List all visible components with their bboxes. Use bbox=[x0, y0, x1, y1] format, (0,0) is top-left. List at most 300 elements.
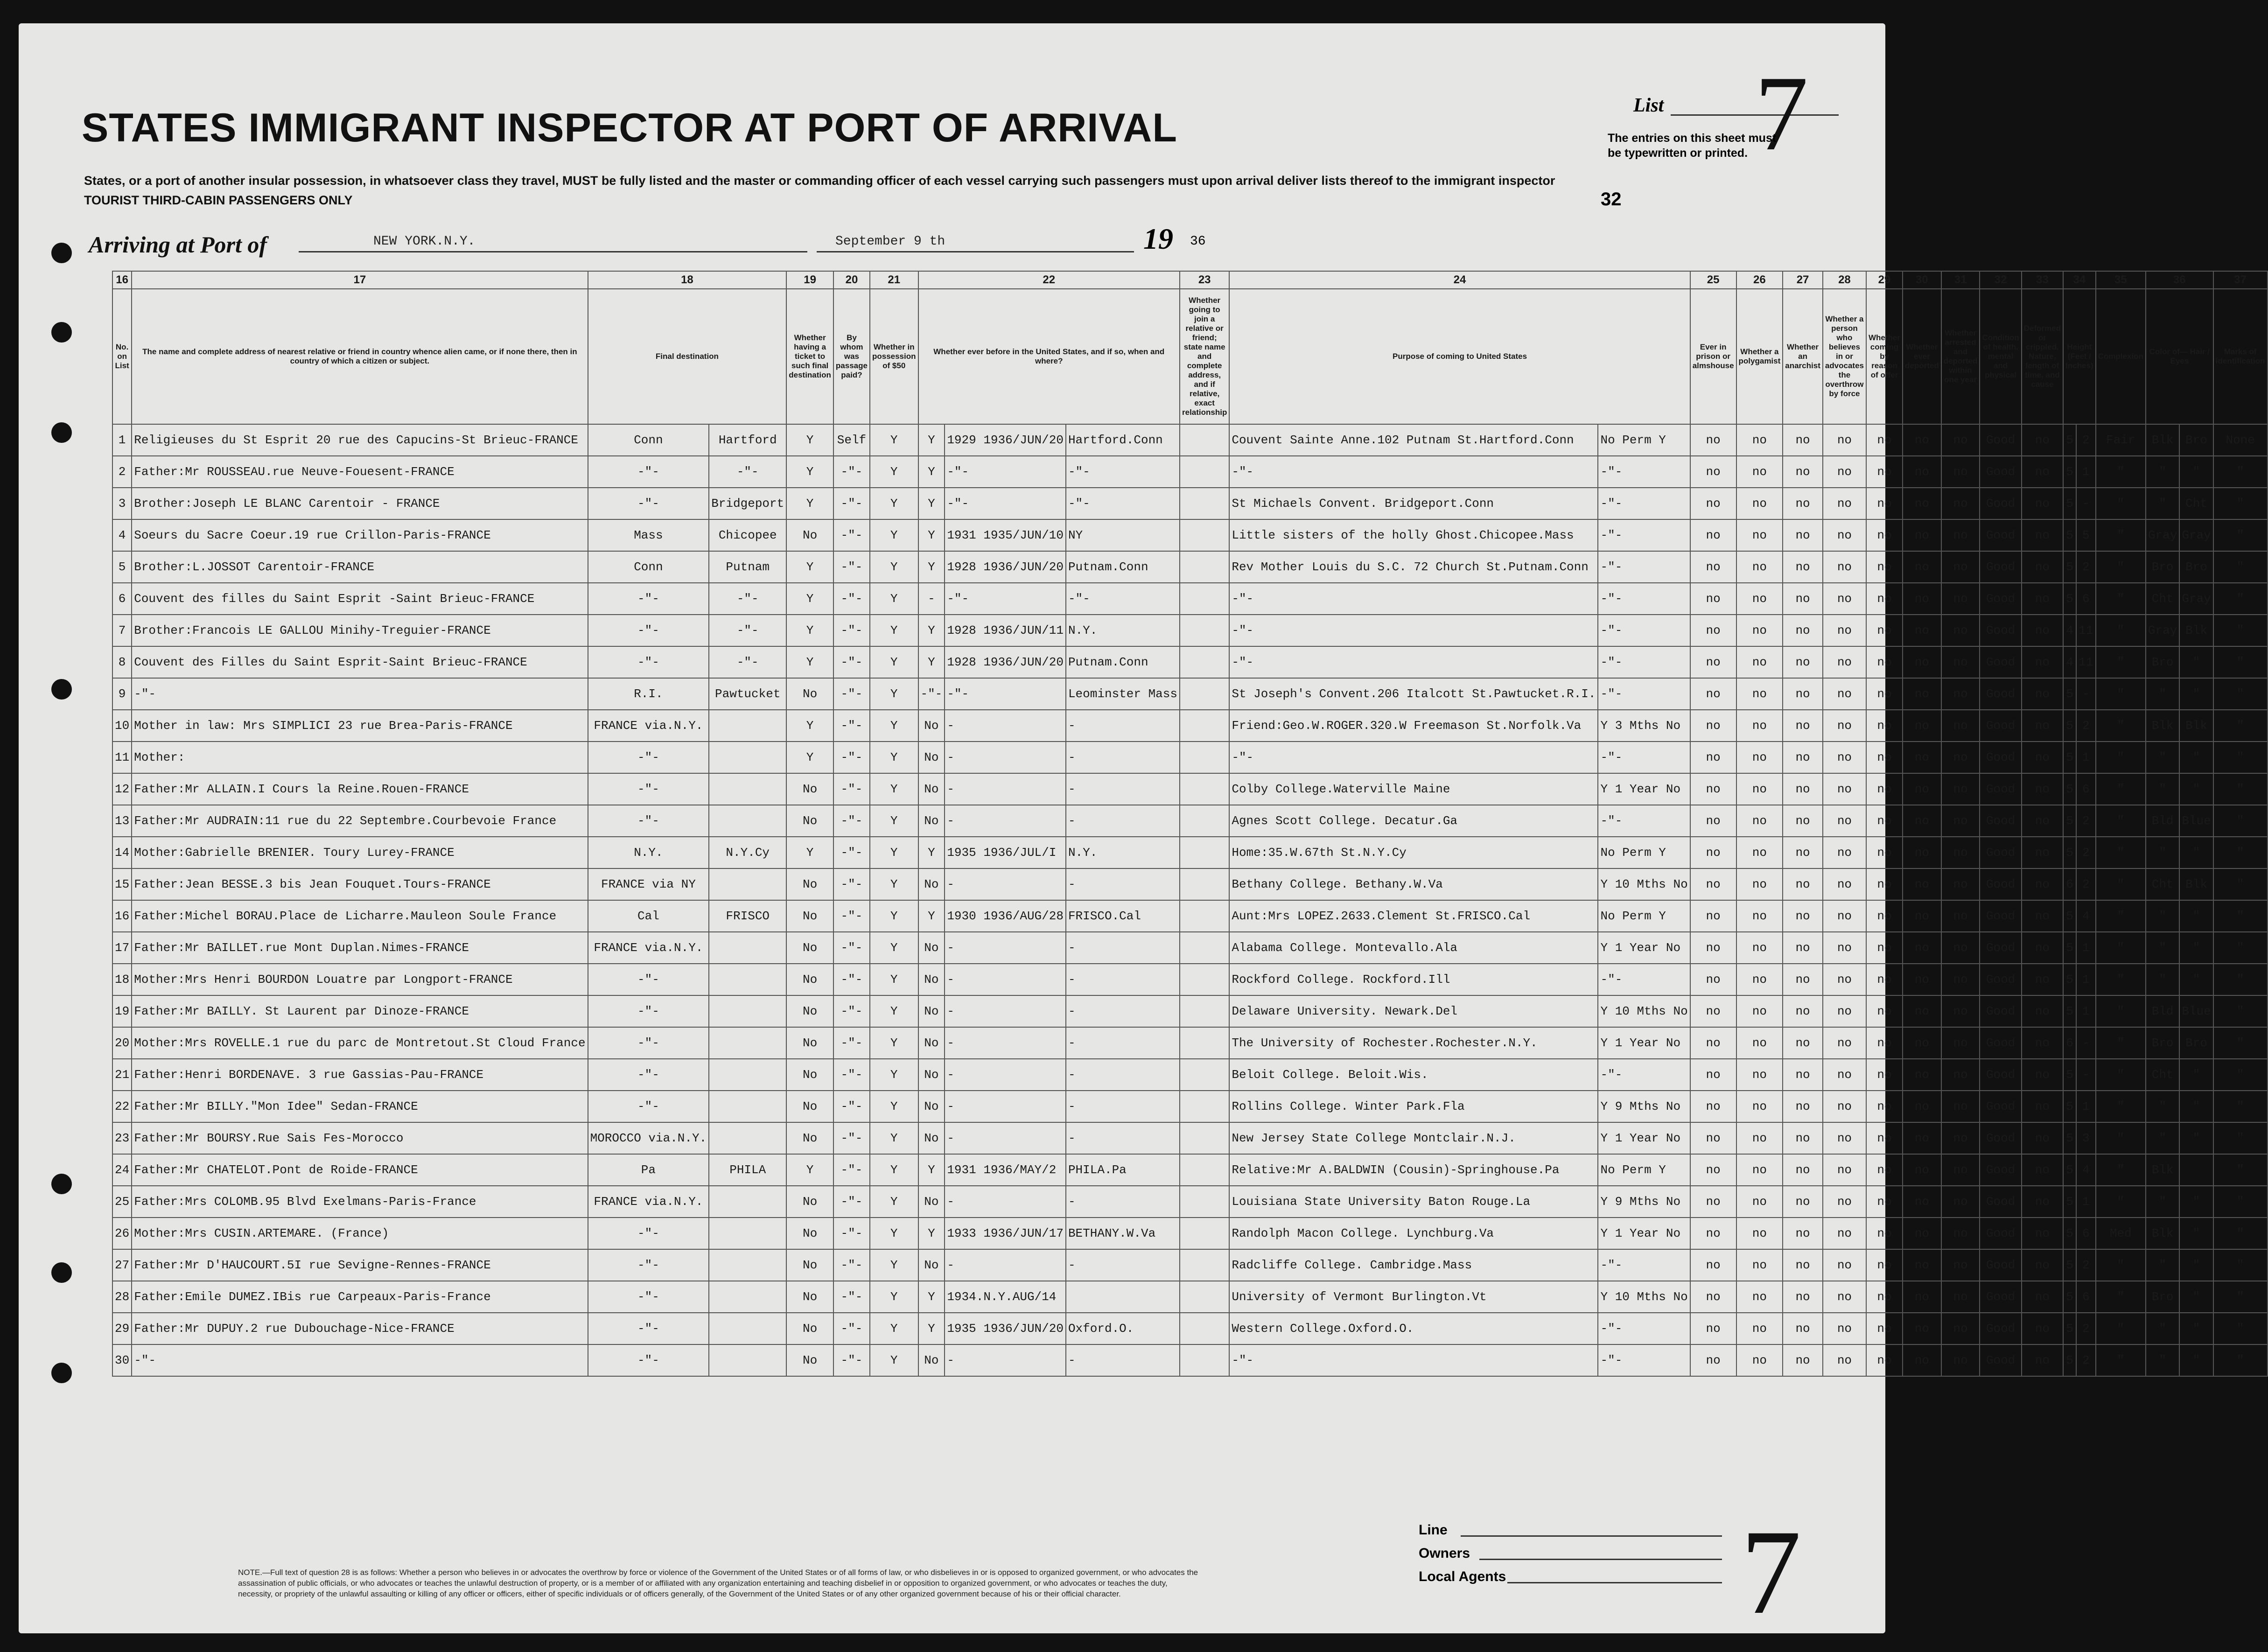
cell-period: 1931 1936/MAY/2 bbox=[945, 1154, 1066, 1186]
cell-feet: 6 bbox=[2063, 1027, 2076, 1059]
cell-complexion: " bbox=[2096, 646, 2146, 678]
cell-inches: 2 bbox=[2076, 710, 2096, 742]
yes-no-cell: no bbox=[1783, 424, 1823, 456]
cell-yn: No bbox=[918, 742, 945, 773]
column-number: 29 bbox=[1866, 271, 1903, 289]
yes-no-cell: no bbox=[1866, 551, 1903, 583]
yes-no-cell: no bbox=[1736, 1344, 1783, 1376]
yes-no-cell: no bbox=[1823, 900, 1866, 932]
cell-purpose: No Perm Y bbox=[1598, 424, 1690, 456]
cell-no: 6 bbox=[112, 583, 132, 615]
cell-marks: " bbox=[2213, 805, 2268, 837]
cell-deformed: no bbox=[2022, 424, 2063, 456]
cell-eyes: " bbox=[2179, 773, 2213, 805]
cell-feet: 5 bbox=[2063, 805, 2076, 837]
column-number: 35 bbox=[2096, 271, 2146, 289]
cell-marks: " bbox=[2213, 1154, 2268, 1186]
typewritten-note-line2: be typewritten or printed. bbox=[1608, 147, 1748, 160]
cell-health: Good bbox=[1980, 583, 2021, 615]
cell-yn: No bbox=[918, 1091, 945, 1122]
cell-purpose: -"- bbox=[1598, 646, 1690, 678]
cell-complexion: " bbox=[2096, 964, 2146, 995]
cell-paid: Self bbox=[833, 424, 870, 456]
cell-inches: - bbox=[2076, 488, 2096, 519]
cell-feet: 6 bbox=[2063, 868, 2076, 900]
cell-yn: Y bbox=[918, 519, 945, 551]
cell-marks: " bbox=[2213, 742, 2268, 773]
cell-city: -"- bbox=[709, 646, 786, 678]
line-label: Line bbox=[1419, 1522, 1448, 1538]
column-label: Whether going to join a relative or friend; state name and complete address, and if relative, exact relationship bbox=[1180, 289, 1229, 424]
yes-no-cell: no bbox=[1823, 1218, 1866, 1249]
column-label: Whether a person who believes in or advocates the overthrow by force bbox=[1823, 289, 1866, 424]
cell-where: -"- bbox=[1066, 488, 1180, 519]
cell-purpose: Y 10 Mths No bbox=[1598, 995, 1690, 1027]
column-number: 24 bbox=[1229, 271, 1690, 289]
cell-deformed: no bbox=[2022, 1186, 2063, 1218]
yes-no-cell: no bbox=[1823, 1344, 1866, 1376]
cell-s50: Y bbox=[870, 678, 918, 710]
cell-yn: Y bbox=[918, 488, 945, 519]
column-label: No. on List bbox=[112, 289, 132, 424]
cell-hair: Bro bbox=[2146, 1027, 2179, 1059]
cell-s50: Y bbox=[870, 615, 918, 646]
column-number: 21 bbox=[870, 271, 918, 289]
cell-where: Putnam.Conn bbox=[1066, 551, 1180, 583]
cell-health: Good bbox=[1980, 615, 2021, 646]
yes-no-cell: no bbox=[1941, 615, 1980, 646]
arrival-port: NEW YORK.N.Y. bbox=[373, 234, 476, 249]
yes-no-cell: no bbox=[1783, 646, 1823, 678]
cell-city bbox=[709, 964, 786, 995]
cell-ticket: No bbox=[786, 1281, 833, 1313]
cell-city bbox=[709, 1313, 786, 1344]
cell-rel: Mother in law: Mrs SIMPLICI 23 rue Brea-Paris-FRANCE bbox=[132, 710, 588, 742]
table-row bbox=[112, 1186, 2268, 1218]
cell-state: Pa bbox=[588, 1154, 709, 1186]
yes-no-cell: no bbox=[1783, 615, 1823, 646]
date-of-departure-cell bbox=[1180, 805, 1229, 837]
cell-hair: " bbox=[2146, 964, 2179, 995]
yes-no-cell: no bbox=[1866, 1281, 1903, 1313]
cell-health: Good bbox=[1980, 932, 2021, 964]
cell-s50: Y bbox=[870, 646, 918, 678]
cell-complexion: " bbox=[2096, 742, 2146, 773]
cell-rel: Father:Mr BAILLY. St Laurent par Dinoze-FRANCE bbox=[132, 995, 588, 1027]
yes-no-cell: no bbox=[1736, 1218, 1783, 1249]
cell-period: 1928 1936/JUN/20 bbox=[945, 551, 1066, 583]
cell-complexion: " bbox=[2096, 615, 2146, 646]
yes-no-cell: no bbox=[1941, 583, 1980, 615]
cell-period: - bbox=[945, 1091, 1066, 1122]
cell-inches: 6 bbox=[2076, 773, 2096, 805]
cell-paid: -"- bbox=[833, 1186, 870, 1218]
cell-marks: " bbox=[2213, 488, 2268, 519]
cell-no: 7 bbox=[112, 615, 132, 646]
yes-no-cell: no bbox=[1823, 710, 1866, 742]
yes-no-cell: no bbox=[1690, 1313, 1736, 1344]
cell-ticket: No bbox=[786, 1344, 833, 1376]
date-of-departure-cell bbox=[1180, 456, 1229, 488]
cell-where: - bbox=[1066, 1027, 1180, 1059]
cell-join: -"- bbox=[1229, 615, 1598, 646]
cell-join: St Joseph's Convent.206 Italcott St.Pawtucket.R.I. bbox=[1229, 678, 1598, 710]
yes-no-cell: no bbox=[1736, 1122, 1783, 1154]
cell-period: - bbox=[945, 932, 1066, 964]
cell-health: Good bbox=[1980, 519, 2021, 551]
cell-ticket: No bbox=[786, 1186, 833, 1218]
cell-rel: Mother:Mrs CUSIN.ARTEMARE. (France) bbox=[132, 1218, 588, 1249]
cell-where: -"- bbox=[1066, 456, 1180, 488]
column-number: 20 bbox=[833, 271, 870, 289]
manifest-sheet bbox=[19, 23, 2265, 1639]
table-row bbox=[112, 900, 2268, 932]
column-label: By whom was passage paid? bbox=[833, 289, 870, 424]
cell-s50: Y bbox=[870, 868, 918, 900]
cell-state: Conn bbox=[588, 551, 709, 583]
cell-inches: 6 bbox=[2076, 1218, 2096, 1249]
yes-no-cell: no bbox=[1736, 805, 1783, 837]
cell-city: Bridgeport bbox=[709, 488, 786, 519]
cell-join: Delaware University. Newark.Del bbox=[1229, 995, 1598, 1027]
cell-health: Good bbox=[1980, 1154, 2021, 1186]
yes-no-cell: no bbox=[1823, 773, 1866, 805]
yes-no-cell: no bbox=[1866, 1249, 1903, 1281]
cell-hair: " bbox=[2146, 1249, 2179, 1281]
yes-no-cell: no bbox=[1783, 1281, 1823, 1313]
yes-no-cell: no bbox=[1823, 1249, 1866, 1281]
cell-health: Good bbox=[1980, 773, 2021, 805]
cell-yn: Y bbox=[918, 1218, 945, 1249]
cell-no: 15 bbox=[112, 868, 132, 900]
cell-state: N.Y. bbox=[588, 837, 709, 868]
cell-complexion: Fair bbox=[2096, 424, 2146, 456]
cell-yn: Y bbox=[918, 646, 945, 678]
column-label: Whether having a ticket to such final destination bbox=[786, 289, 833, 424]
cell-rel: Father:Mrs COLOMB.95 Blvd Exelmans-Paris-France bbox=[132, 1186, 588, 1218]
cell-period: 1931 1935/JUN/10 bbox=[945, 519, 1066, 551]
table-row bbox=[112, 805, 2268, 837]
yes-no-cell: no bbox=[1736, 678, 1783, 710]
yes-no-cell: no bbox=[1823, 1186, 1866, 1218]
cell-period: - bbox=[945, 1186, 1066, 1218]
cell-join: Rollins College. Winter Park.Fla bbox=[1229, 1091, 1598, 1122]
cell-s50: Y bbox=[870, 710, 918, 742]
yes-no-cell: no bbox=[1783, 868, 1823, 900]
cell-city bbox=[709, 1344, 786, 1376]
cell-purpose: Y 1 Year No bbox=[1598, 1027, 1690, 1059]
cell-yn: No bbox=[918, 1122, 945, 1154]
cell-no: 26 bbox=[112, 1218, 132, 1249]
yes-no-cell: no bbox=[1903, 932, 1941, 964]
yes-no-cell: no bbox=[1736, 742, 1783, 773]
manifest-grid bbox=[112, 271, 2268, 1377]
column-number: 25 bbox=[1690, 271, 1736, 289]
table-row bbox=[112, 678, 2268, 710]
cell-rel: Couvent des Filles du Saint Esprit-Saint Brieuc-FRANCE bbox=[132, 646, 588, 678]
yes-no-cell: no bbox=[1866, 615, 1903, 646]
cell-join: Home:35.W.67th St.N.Y.Cy bbox=[1229, 837, 1598, 868]
date-of-departure-cell bbox=[1180, 710, 1229, 742]
cell-deformed: no bbox=[2022, 1027, 2063, 1059]
cell-state: FRANCE via.N.Y. bbox=[588, 710, 709, 742]
cell-rel: Brother:Joseph LE BLANC Carentoir - FRANCE bbox=[132, 488, 588, 519]
yes-no-cell: no bbox=[1903, 1154, 1941, 1186]
yes-no-cell: no bbox=[1736, 551, 1783, 583]
cell-hair: " bbox=[2146, 1091, 2179, 1122]
cell-complexion: " bbox=[2096, 551, 2146, 583]
port-underline bbox=[299, 251, 807, 252]
yes-no-cell: no bbox=[1783, 805, 1823, 837]
cell-where: - bbox=[1066, 710, 1180, 742]
cell-city: Pawtucket bbox=[709, 678, 786, 710]
cell-marks: " bbox=[2213, 1281, 2268, 1313]
cell-state: FRANCE via.N.Y. bbox=[588, 1186, 709, 1218]
yes-no-cell: no bbox=[1866, 900, 1903, 932]
yes-no-cell: no bbox=[1941, 1249, 1980, 1281]
cell-where: - bbox=[1066, 1091, 1180, 1122]
cell-s50: Y bbox=[870, 1027, 918, 1059]
cell-join: University of Vermont Burlington.Vt bbox=[1229, 1281, 1598, 1313]
yes-no-cell: no bbox=[1941, 742, 1980, 773]
yes-no-cell: no bbox=[1866, 646, 1903, 678]
cell-where: - bbox=[1066, 805, 1180, 837]
yes-no-cell: no bbox=[1941, 678, 1980, 710]
yes-no-cell: no bbox=[1690, 868, 1736, 900]
cell-eyes: Gray bbox=[2179, 583, 2213, 615]
cell-where: Oxford.O. bbox=[1066, 1313, 1180, 1344]
date-of-departure-cell bbox=[1180, 900, 1229, 932]
agents-underline bbox=[1507, 1582, 1722, 1583]
yes-no-cell: no bbox=[1866, 964, 1903, 995]
list-number: 7 bbox=[1755, 54, 1808, 173]
local-agents-label: Local Agents bbox=[1419, 1569, 1506, 1584]
cell-where: - bbox=[1066, 742, 1180, 773]
cell-inches: 1 bbox=[2076, 964, 2096, 995]
cell-eyes: Blue bbox=[2179, 805, 2213, 837]
cell-feet: 5 bbox=[2063, 1059, 2076, 1091]
cell-yn: - bbox=[918, 583, 945, 615]
cell-paid: -"- bbox=[833, 551, 870, 583]
cell-complexion: " bbox=[2096, 1154, 2146, 1186]
cell-yn: Y bbox=[918, 900, 945, 932]
cell-no: 23 bbox=[112, 1122, 132, 1154]
table-row bbox=[112, 519, 2268, 551]
footnote: NOTE.—Full text of question 28 is as follows: Whether a person who believes in or advocates the overthrow by force or violence of the Government of the United States or of all forms of law, or who disbelieves in or is opposed to organized government, or who advocates the assassination of public officials, or who advocates or teaches the unlawful destruction of property, or is a member of or affiliated with any organization entertaining and teaching disbelief in or opposition to organized government, or who advocates or teaches the duty, necessity, or propriety of the unlawful assaulting or killing of any officer or officers, either of specific individuals or of officers generally, of the Government of the United States or of any other organized government because of his or their official character. bbox=[238, 1568, 1198, 1598]
table-row bbox=[112, 583, 2268, 615]
date-of-departure-cell bbox=[1180, 995, 1229, 1027]
cell-health: Good bbox=[1980, 551, 2021, 583]
yes-no-cell: no bbox=[1866, 678, 1903, 710]
cell-purpose: Y 9 Mths No bbox=[1598, 1091, 1690, 1122]
cell-yn: No bbox=[918, 995, 945, 1027]
yes-no-cell: no bbox=[1903, 1344, 1941, 1376]
cell-state: -"- bbox=[588, 646, 709, 678]
cell-hair: " bbox=[2146, 900, 2179, 932]
yes-no-cell: no bbox=[1941, 1059, 1980, 1091]
cell-marks: " bbox=[2213, 456, 2268, 488]
cell-feet: 5 bbox=[2063, 742, 2076, 773]
cell-rel: Religieuses du St Esprit 20 rue des Capucins-St Brieuc-FRANCE bbox=[132, 424, 588, 456]
cell-paid: -"- bbox=[833, 805, 870, 837]
yes-no-cell: no bbox=[1690, 1122, 1736, 1154]
cell-purpose: No Perm Y bbox=[1598, 837, 1690, 868]
yes-no-cell: no bbox=[1903, 1218, 1941, 1249]
punch-hole bbox=[51, 422, 72, 443]
column-number: 27 bbox=[1783, 271, 1823, 289]
cell-deformed: no bbox=[2022, 900, 2063, 932]
date-of-departure-cell bbox=[1180, 1281, 1229, 1313]
cell-ticket: No bbox=[786, 995, 833, 1027]
cell-yn: -"- bbox=[918, 678, 945, 710]
cell-inches: 4 bbox=[2076, 1154, 2096, 1186]
table-row bbox=[112, 710, 2268, 742]
cell-s50: Y bbox=[870, 1344, 918, 1376]
cell-purpose: -"- bbox=[1598, 1249, 1690, 1281]
cell-s50: Y bbox=[870, 488, 918, 519]
cell-city: -"- bbox=[709, 615, 786, 646]
cell-purpose: -"- bbox=[1598, 742, 1690, 773]
date-of-departure-cell bbox=[1180, 1313, 1229, 1344]
cell-eyes: " bbox=[2179, 742, 2213, 773]
table-row bbox=[112, 1154, 2268, 1186]
yes-no-cell: no bbox=[1866, 837, 1903, 868]
table-row bbox=[112, 1313, 2268, 1344]
cell-deformed: no bbox=[2022, 1344, 2063, 1376]
cell-purpose: Y 1 Year No bbox=[1598, 1218, 1690, 1249]
yes-no-cell: no bbox=[1690, 1059, 1736, 1091]
cell-hair: " bbox=[2146, 773, 2179, 805]
cell-rel: Mother: bbox=[132, 742, 588, 773]
cell-health: Good bbox=[1980, 1281, 2021, 1313]
yes-no-cell: no bbox=[1783, 1218, 1823, 1249]
column-number: 33 bbox=[2022, 271, 2063, 289]
cell-state: -"- bbox=[588, 964, 709, 995]
cell-no: 27 bbox=[112, 1249, 132, 1281]
cell-feet: 5 bbox=[2063, 1313, 2076, 1344]
cell-where: -"- bbox=[1066, 583, 1180, 615]
cell-ticket: No bbox=[786, 1249, 833, 1281]
cell-period: - bbox=[945, 805, 1066, 837]
cell-health: Good bbox=[1980, 1027, 2021, 1059]
cell-where: FRISCO.Cal bbox=[1066, 900, 1180, 932]
cell-city bbox=[709, 1249, 786, 1281]
yes-no-cell: no bbox=[1690, 583, 1736, 615]
cell-no: 3 bbox=[112, 488, 132, 519]
cell-s50: Y bbox=[870, 519, 918, 551]
cell-hair: Blk bbox=[2146, 424, 2179, 456]
cell-complexion: " bbox=[2096, 805, 2146, 837]
yes-no-cell: no bbox=[1941, 1091, 1980, 1122]
cell-ticket: Y bbox=[786, 615, 833, 646]
cell-ticket: Y bbox=[786, 424, 833, 456]
cell-period: -"- bbox=[945, 678, 1066, 710]
cell-deformed: no bbox=[2022, 519, 2063, 551]
year-prefix: 19 bbox=[1143, 222, 1173, 255]
cell-eyes: Cht bbox=[2179, 488, 2213, 519]
yes-no-cell: no bbox=[1866, 1344, 1903, 1376]
cell-period: -"- bbox=[945, 456, 1066, 488]
cell-yn: Y bbox=[918, 456, 945, 488]
cell-no: 22 bbox=[112, 1091, 132, 1122]
yes-no-cell: no bbox=[1690, 646, 1736, 678]
yes-no-cell: no bbox=[1690, 488, 1736, 519]
cell-feet: 5 bbox=[2063, 1154, 2076, 1186]
column-label-row bbox=[112, 289, 2268, 424]
cell-yn: No bbox=[918, 1059, 945, 1091]
cell-city: N.Y.Cy bbox=[709, 837, 786, 868]
yes-no-cell: no bbox=[1866, 742, 1903, 773]
cell-feet: 5 bbox=[2063, 1281, 2076, 1313]
yes-no-cell: no bbox=[1783, 742, 1823, 773]
cell-yn: Y bbox=[918, 615, 945, 646]
table-row bbox=[112, 1122, 2268, 1154]
cell-no: 9 bbox=[112, 678, 132, 710]
yes-no-cell: no bbox=[1903, 995, 1941, 1027]
cell-period: - bbox=[945, 710, 1066, 742]
cell-purpose: Y 9 Mths No bbox=[1598, 1186, 1690, 1218]
cell-inches: 2 bbox=[2076, 805, 2096, 837]
yes-no-cell: no bbox=[1823, 488, 1866, 519]
yes-no-cell: no bbox=[1823, 1059, 1866, 1091]
column-number: 31 bbox=[1941, 271, 1980, 289]
cell-s50: Y bbox=[870, 1154, 918, 1186]
cell-deformed: no bbox=[2022, 646, 2063, 678]
cell-health: Good bbox=[1980, 710, 2021, 742]
yes-no-cell: no bbox=[1866, 868, 1903, 900]
yes-no-cell: no bbox=[1866, 1091, 1903, 1122]
cell-marks: " bbox=[2213, 995, 2268, 1027]
cell-feet: 5 bbox=[2063, 1122, 2076, 1154]
cell-where: BETHANY.W.Va bbox=[1066, 1218, 1180, 1249]
yes-no-cell: no bbox=[1903, 837, 1941, 868]
cell-rel: Father:Mr ROUSSEAU.rue Neuve-Fouesent-FRANCE bbox=[132, 456, 588, 488]
cell-no: 21 bbox=[112, 1059, 132, 1091]
cell-no: 24 bbox=[112, 1154, 132, 1186]
cell-yn: No bbox=[918, 964, 945, 995]
cell-health: Good bbox=[1980, 742, 2021, 773]
cell-rel: Brother:L.JOSSOT Carentoir-FRANCE bbox=[132, 551, 588, 583]
yes-no-cell: no bbox=[1941, 805, 1980, 837]
yes-no-cell: no bbox=[1690, 837, 1736, 868]
yes-no-cell: no bbox=[1823, 1313, 1866, 1344]
cell-rel: Father:Mr CHATELOT.Pont de Roide-FRANCE bbox=[132, 1154, 588, 1186]
yes-no-cell: no bbox=[1941, 868, 1980, 900]
punch-hole bbox=[51, 243, 72, 263]
yes-no-cell: no bbox=[1690, 742, 1736, 773]
table-row bbox=[112, 615, 2268, 646]
cell-paid: -"- bbox=[833, 1344, 870, 1376]
cell-deformed: no bbox=[2022, 710, 2063, 742]
cell-deformed: no bbox=[2022, 456, 2063, 488]
cell-deformed: no bbox=[2022, 964, 2063, 995]
yes-no-cell: no bbox=[1903, 773, 1941, 805]
cell-complexion: " bbox=[2096, 1091, 2146, 1122]
cell-city: Hartford bbox=[709, 424, 786, 456]
cell-hair: " bbox=[2146, 678, 2179, 710]
yes-no-cell: no bbox=[1736, 773, 1783, 805]
date-of-departure-cell bbox=[1180, 583, 1229, 615]
yes-no-cell: no bbox=[1783, 773, 1823, 805]
column-number: 16 bbox=[112, 271, 132, 289]
cell-join: -"- bbox=[1229, 1344, 1598, 1376]
date-of-departure-cell bbox=[1180, 424, 1229, 456]
yes-no-cell: no bbox=[1690, 424, 1736, 456]
yes-no-cell: no bbox=[1866, 519, 1903, 551]
yes-no-cell: no bbox=[1941, 551, 1980, 583]
cell-rel: Father:Michel BORAU.Place de Licharre.Mauleon Soule France bbox=[132, 900, 588, 932]
cell-state: MOROCCO via.N.Y. bbox=[588, 1122, 709, 1154]
